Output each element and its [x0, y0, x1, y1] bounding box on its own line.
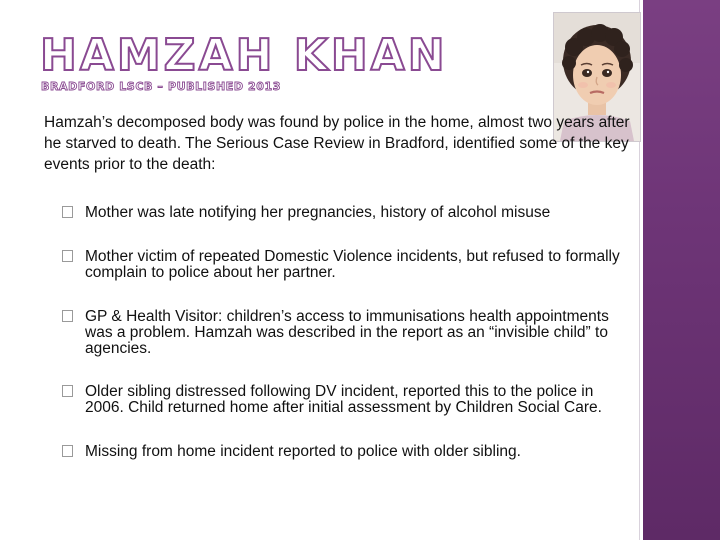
square-bullet-icon: [62, 385, 73, 397]
list-item: [62, 384, 632, 416]
key-events-list: [62, 205, 632, 460]
list-item-text: Mother was late notifying her pregnancies, history of alcohol misuse: [85, 204, 551, 221]
square-bullet-icon: [62, 310, 73, 322]
list-item-text: Older sibling distressed following DV incident, reported this to the police in 2006. Child returned home after initial assessment by Children Social Care.: [85, 383, 602, 416]
list-item-text: Mother victim of repeated Domestic Violence incidents, but refused to formally complain to police about her partner.: [85, 248, 620, 281]
list-item: [62, 444, 632, 460]
list-item: [62, 205, 632, 221]
slide-title: HAMZAH KHAN: [40, 30, 448, 81]
square-bullet-icon: [62, 206, 73, 218]
list-item-text: Missing from home incident reported to police with older sibling.: [85, 443, 521, 460]
square-bullet-icon: [62, 445, 73, 457]
intro-paragraph: Hamzah’s decomposed body was found by police in the home, almost two years after he starved to death. The Serious Case Review in Bradford, identified some of the key events prior to the death:: [44, 114, 630, 173]
list-item: [62, 249, 632, 281]
square-bullet-icon: [62, 250, 73, 262]
slide-subtitle: BRADFORD LSCB – PUBLISHED 2013: [41, 80, 282, 93]
list-item-text: GP & Health Visitor: children’s access to immunisations health appointments was a problem. Hamzah was described in the report as an “invisible child” to agencies.: [85, 308, 609, 357]
side-decorative-band: [643, 0, 720, 540]
list-item: [62, 309, 632, 357]
